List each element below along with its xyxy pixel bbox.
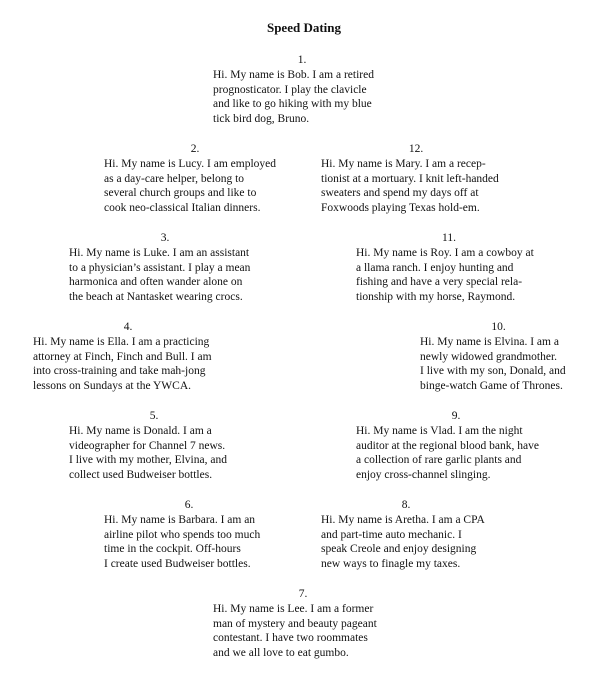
entry-line: Hi. My name is Barbara. I am an — [104, 513, 256, 526]
entry-line: and like to go hiking with my blue — [213, 98, 372, 111]
entry-number: 4. — [123, 321, 133, 333]
entry-line: Foxwoods playing Texas hold-em. — [321, 202, 480, 215]
entry-line: binge-watch Game of Thrones. — [420, 380, 563, 393]
entry-line: Hi. My name is Luke. I am an assistant — [69, 246, 250, 259]
entry-number: 12. — [408, 143, 424, 155]
entry-number: 3. — [160, 232, 170, 244]
entry-1 — [213, 53, 391, 127]
entry-line: Hi. My name is Vlad. I am the night — [356, 424, 523, 437]
entry-4 — [33, 320, 223, 394]
entry-line: I live with my son, Donald, and — [420, 365, 566, 378]
entry-line: a collection of rare garlic plants and — [356, 454, 522, 467]
entry-line: Hi. My name is Roy. I am a cowboy at — [356, 246, 534, 259]
entry-line: Hi. My name is Donald. I am a — [69, 424, 212, 437]
entry-line: and we all love to eat gumbo. — [213, 647, 349, 660]
entry-number: 2. — [190, 143, 200, 155]
entry-line: Hi. My name is Lee. I am a former — [213, 602, 374, 615]
entry-line: auditor at the regional blood bank, have — [356, 439, 539, 452]
entry-line: airline pilot who spends too much — [104, 528, 261, 541]
entry-10 — [420, 320, 577, 394]
entry-line: contestant. I have two roommates — [213, 632, 368, 645]
entry-number: 8. — [401, 499, 411, 511]
entry-line: speak Creole and enjoy designing — [321, 543, 477, 556]
entry-line: a llama ranch. I enjoy hunting and — [356, 261, 514, 274]
entry-line: tionship with my horse, Raymond. — [356, 291, 516, 304]
entry-line: prognosticator. I play the clavicle — [213, 83, 367, 96]
entry-line: I live with my mother, Elvina, and — [69, 454, 227, 467]
entry-number: 7. — [298, 588, 308, 600]
entry-line: Hi. My name is Lucy. I am employed — [104, 157, 277, 170]
entry-number: 1. — [297, 54, 307, 66]
entry-line: fishing and have a very special rela- — [356, 276, 523, 289]
entry-line: harmonica and often wander alone on — [69, 276, 243, 289]
entry-line: Hi. My name is Mary. I am a recep- — [321, 157, 486, 170]
entry-line: tionist at a mortuary. I knit left-handed — [321, 172, 499, 185]
entry-line: man of mystery and beauty pageant — [213, 617, 377, 630]
entry-5 — [69, 409, 239, 483]
entry-8 — [321, 498, 491, 572]
entry-number: 6. — [184, 499, 194, 511]
entry-line: enjoy cross-channel slinging. — [356, 469, 491, 482]
entry-2 — [104, 142, 286, 216]
entry-number: 10. — [491, 321, 506, 333]
entry-line: cook neo-classical Italian dinners. — [104, 202, 261, 215]
entry-line: Hi. My name is Aretha. I am a CPA — [321, 513, 485, 526]
entry-line: sweaters and spend my days off at — [321, 187, 479, 200]
entry-line: Hi. My name is Ella. I am a practicing — [33, 335, 210, 348]
entry-line: Hi. My name is Elvina. I am a — [420, 335, 559, 348]
entry-3 — [69, 231, 261, 305]
entry-6 — [104, 498, 274, 572]
entry-line: I create used Budweiser bottles. — [104, 558, 251, 571]
entry-line: videographer for Channel 7 news. — [69, 439, 226, 452]
page-title: Speed Dating — [266, 20, 342, 35]
entry-number: 11. — [442, 232, 456, 244]
entry-line: several church groups and like to — [104, 187, 257, 200]
entry-number: 9. — [451, 410, 461, 422]
entry-line: Hi. My name is Bob. I am a retired — [213, 68, 374, 81]
entry-line: to a physician’s assistant. I play a mean — [69, 261, 251, 274]
entry-line: time in the cockpit. Off-hours — [104, 543, 241, 556]
entry-7 — [213, 587, 393, 661]
entry-line: newly widowed grandmother. — [420, 350, 558, 363]
entry-line: attorney at Finch, Finch and Bull. I am — [33, 350, 212, 363]
entry-line: collect used Budweiser bottles. — [69, 469, 213, 482]
entry-line: tick bird dog, Bruno. — [213, 113, 310, 126]
entry-line: into cross-training and take mah-jong — [33, 365, 206, 378]
entry-number: 5. — [149, 410, 159, 422]
entry-line: and part-time auto mechanic. I — [321, 528, 462, 541]
entry-line: lessons on Sundays at the YWCA. — [33, 380, 192, 393]
entry-11 — [356, 231, 542, 305]
entry-line: the beach at Nantasket wearing crocs. — [69, 291, 243, 304]
entry-9 — [356, 409, 556, 483]
entry-12 — [321, 142, 511, 216]
entry-line: new ways to finagle my taxes. — [321, 558, 461, 571]
entry-line: as a day-care helper, belong to — [104, 172, 245, 185]
